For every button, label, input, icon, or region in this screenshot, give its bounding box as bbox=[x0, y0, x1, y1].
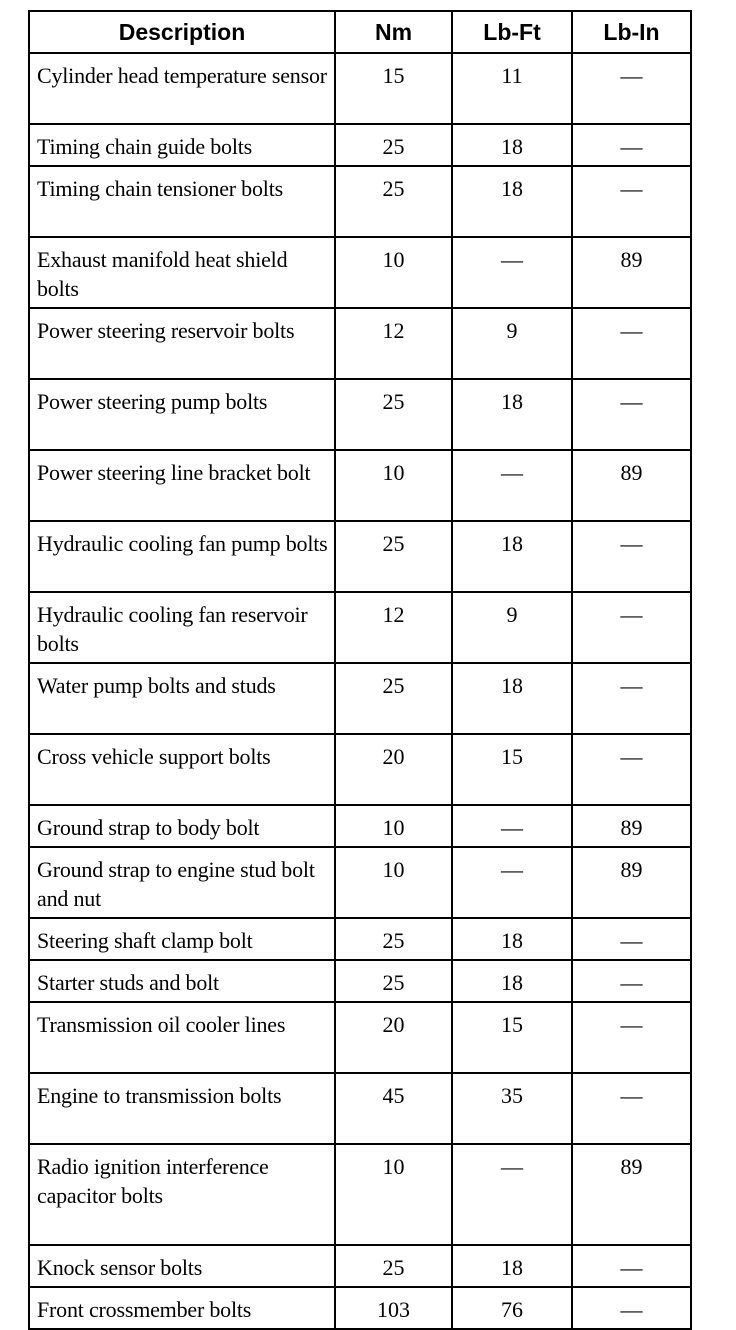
cell-lbin: — bbox=[572, 53, 691, 124]
cell-nm: 45 bbox=[335, 1073, 452, 1144]
cell-lbft: 35 bbox=[452, 1073, 572, 1144]
header-lbin: Lb-In bbox=[572, 11, 691, 53]
cell-lbft: 9 bbox=[452, 592, 572, 663]
cell-description: Knock sensor bolts bbox=[29, 1245, 335, 1287]
cell-description: Engine to transmission bolts bbox=[29, 1073, 335, 1144]
table-header bbox=[29, 11, 691, 53]
cell-lbin: — bbox=[572, 960, 691, 1002]
cell-lbin: — bbox=[572, 521, 691, 592]
cell-lbin: — bbox=[572, 663, 691, 734]
cell-lbin: 89 bbox=[572, 805, 691, 847]
cell-description: Cross vehicle support bolts bbox=[29, 734, 335, 805]
cell-lbft: 15 bbox=[452, 734, 572, 805]
table-row bbox=[29, 1073, 691, 1144]
table-row bbox=[29, 592, 691, 663]
table-row bbox=[29, 379, 691, 450]
cell-lbft: 18 bbox=[452, 521, 572, 592]
cell-nm: 12 bbox=[335, 308, 452, 379]
cell-nm: 20 bbox=[335, 734, 452, 805]
table-row bbox=[29, 1245, 691, 1287]
header-description: Description bbox=[29, 11, 335, 53]
cell-lbft: — bbox=[452, 847, 572, 918]
table-row bbox=[29, 847, 691, 918]
cell-lbin: — bbox=[572, 166, 691, 237]
cell-description: Ground strap to engine stud bolt and nut bbox=[29, 847, 335, 918]
table-row bbox=[29, 1287, 691, 1329]
cell-description: Timing chain tensioner bolts bbox=[29, 166, 335, 237]
cell-nm: 10 bbox=[335, 1144, 452, 1245]
cell-lbin: — bbox=[572, 1002, 691, 1073]
cell-lbft: — bbox=[452, 805, 572, 847]
cell-description: Water pump bolts and studs bbox=[29, 663, 335, 734]
table-row bbox=[29, 663, 691, 734]
table-row bbox=[29, 521, 691, 592]
cell-description: Starter studs and bolt bbox=[29, 960, 335, 1002]
cell-lbin: 89 bbox=[572, 450, 691, 521]
cell-lbft: 18 bbox=[452, 124, 572, 166]
cell-nm: 25 bbox=[335, 960, 452, 1002]
cell-nm: 25 bbox=[335, 918, 452, 960]
cell-lbft: 76 bbox=[452, 1287, 572, 1329]
cell-lbin: — bbox=[572, 918, 691, 960]
torque-spec-table bbox=[28, 10, 692, 1330]
cell-lbin: 89 bbox=[572, 1144, 691, 1245]
cell-lbin: 89 bbox=[572, 847, 691, 918]
cell-description: Hydraulic cooling fan reservoir bolts bbox=[29, 592, 335, 663]
cell-description: Power steering pump bolts bbox=[29, 379, 335, 450]
cell-nm: 25 bbox=[335, 663, 452, 734]
table-row bbox=[29, 1144, 691, 1245]
cell-lbft: — bbox=[452, 237, 572, 308]
cell-lbft: 18 bbox=[452, 1245, 572, 1287]
cell-nm: 20 bbox=[335, 1002, 452, 1073]
cell-lbft: 15 bbox=[452, 1002, 572, 1073]
cell-lbft: — bbox=[452, 450, 572, 521]
cell-lbft: 18 bbox=[452, 379, 572, 450]
cell-nm: 25 bbox=[335, 124, 452, 166]
header-lbft: Lb-Ft bbox=[452, 11, 572, 53]
cell-lbin: — bbox=[572, 592, 691, 663]
cell-description: Ground strap to body bolt bbox=[29, 805, 335, 847]
table-body bbox=[29, 53, 691, 1329]
cell-lbin: — bbox=[572, 1245, 691, 1287]
cell-description: Hydraulic cooling fan pump bolts bbox=[29, 521, 335, 592]
cell-lbft: 18 bbox=[452, 918, 572, 960]
cell-nm: 25 bbox=[335, 521, 452, 592]
cell-description: Cylinder head temperature sensor bbox=[29, 53, 335, 124]
cell-lbft: 11 bbox=[452, 53, 572, 124]
table-row bbox=[29, 166, 691, 237]
header-row bbox=[29, 11, 691, 53]
cell-nm: 25 bbox=[335, 166, 452, 237]
cell-nm: 12 bbox=[335, 592, 452, 663]
cell-nm: 10 bbox=[335, 450, 452, 521]
cell-nm: 25 bbox=[335, 1245, 452, 1287]
cell-lbin: — bbox=[572, 1287, 691, 1329]
cell-nm: 10 bbox=[335, 805, 452, 847]
cell-lbin: — bbox=[572, 734, 691, 805]
cell-lbft: 18 bbox=[452, 166, 572, 237]
cell-lbin: — bbox=[572, 379, 691, 450]
cell-lbft: 18 bbox=[452, 663, 572, 734]
table-row bbox=[29, 960, 691, 1002]
cell-lbft: 9 bbox=[452, 308, 572, 379]
table-row bbox=[29, 124, 691, 166]
table-row bbox=[29, 308, 691, 379]
cell-description: Radio ignition interference capacitor bolts bbox=[29, 1144, 335, 1245]
cell-lbin: — bbox=[572, 124, 691, 166]
cell-description: Timing chain guide bolts bbox=[29, 124, 335, 166]
cell-lbin: — bbox=[572, 1073, 691, 1144]
table-row bbox=[29, 734, 691, 805]
cell-nm: 15 bbox=[335, 53, 452, 124]
table-row bbox=[29, 450, 691, 521]
table-row bbox=[29, 1002, 691, 1073]
cell-description: Exhaust manifold heat shield bolts bbox=[29, 237, 335, 308]
cell-nm: 25 bbox=[335, 379, 452, 450]
cell-description: Steering shaft clamp bolt bbox=[29, 918, 335, 960]
cell-description: Front crossmember bolts bbox=[29, 1287, 335, 1329]
cell-lbin: 89 bbox=[572, 237, 691, 308]
table-row bbox=[29, 918, 691, 960]
cell-description: Transmission oil cooler lines bbox=[29, 1002, 335, 1073]
cell-nm: 10 bbox=[335, 237, 452, 308]
table-row bbox=[29, 53, 691, 124]
cell-description: Power steering line bracket bolt bbox=[29, 450, 335, 521]
cell-description: Power steering reservoir bolts bbox=[29, 308, 335, 379]
table-row bbox=[29, 237, 691, 308]
cell-lbin: — bbox=[572, 308, 691, 379]
table-row bbox=[29, 805, 691, 847]
header-nm: Nm bbox=[335, 11, 452, 53]
cell-nm: 10 bbox=[335, 847, 452, 918]
cell-nm: 103 bbox=[335, 1287, 452, 1329]
cell-lbft: 18 bbox=[452, 960, 572, 1002]
cell-lbft: — bbox=[452, 1144, 572, 1245]
